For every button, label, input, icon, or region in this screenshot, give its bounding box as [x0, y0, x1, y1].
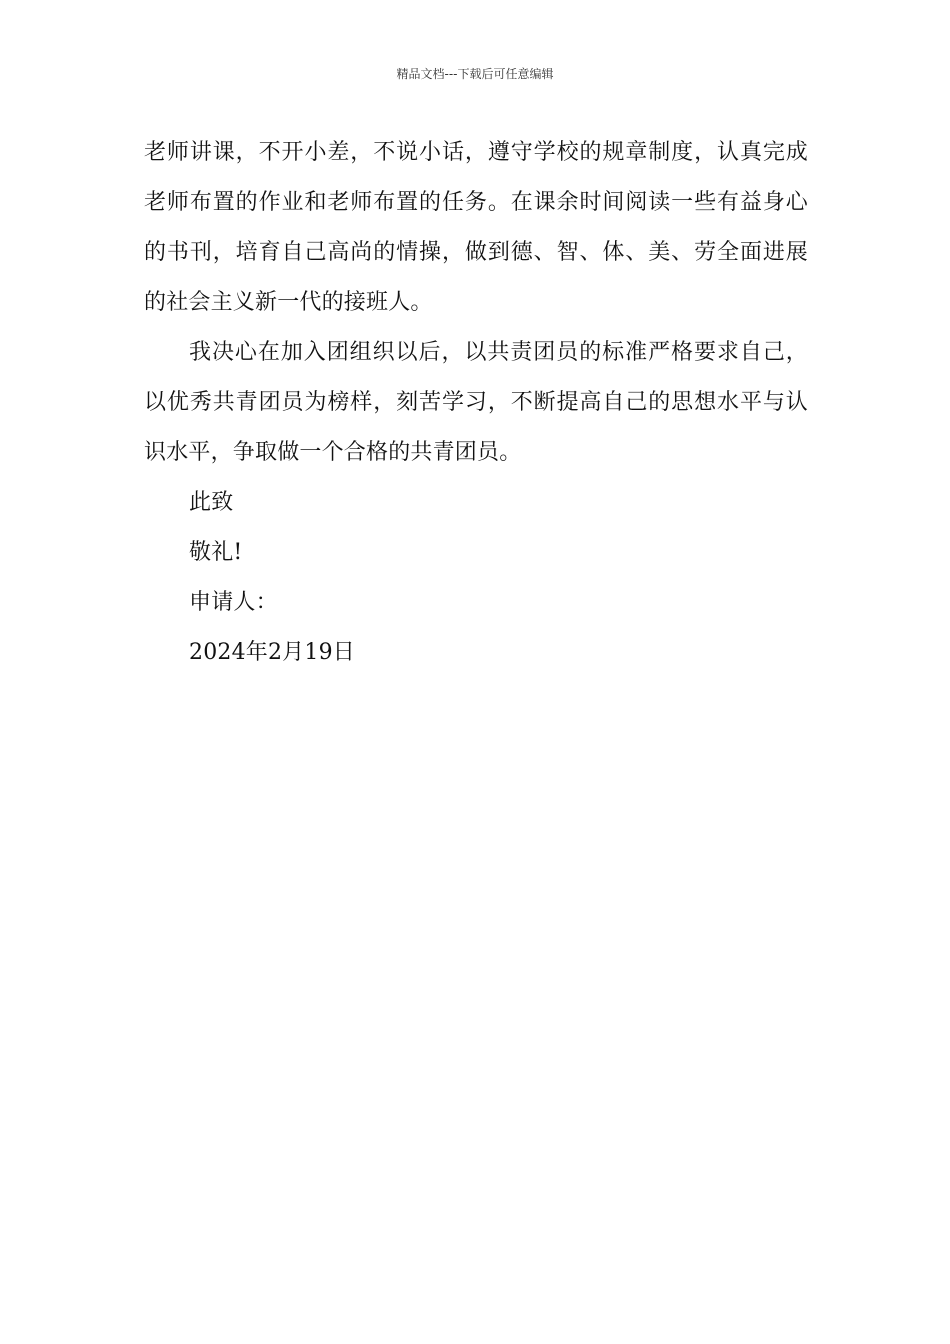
paragraph-line: 我决心在加入团组织以后，以共责团员的标准严格要求自己，	[189, 340, 808, 365]
paragraph-line: 老师讲课，不开小差，不说小话，遵守学校的规章制度，认真完成	[144, 140, 808, 165]
signature-date: 2024年2月19日	[189, 640, 355, 665]
paragraph-line: 识水平，争取做一个合格的共青团员。	[144, 440, 522, 465]
paragraph-line: 以优秀共青团员为榜样，刻苦学习，不断提高自己的思想水平与认	[144, 390, 808, 415]
paragraph-study	[144, 128, 808, 328]
paragraph-line: 的书刊，培育自己高尚的情操，做到德、智、体、美、劳全面进展	[144, 240, 808, 265]
applicant-label: 申请人：	[189, 590, 278, 615]
document-body	[144, 128, 808, 678]
closing-salutation: 此致	[189, 490, 234, 515]
closing-block	[144, 478, 808, 678]
page-header: 精品文档---下载后可任意编辑	[396, 67, 554, 81]
paragraph-resolution	[144, 328, 808, 478]
paragraph-line: 的社会主义新一代的接班人。	[144, 290, 433, 315]
paragraph-line: 老师布置的作业和老师布置的任务。在课余时间阅读一些有益身心	[144, 190, 808, 215]
closing-regards: 敬礼!	[189, 540, 243, 565]
